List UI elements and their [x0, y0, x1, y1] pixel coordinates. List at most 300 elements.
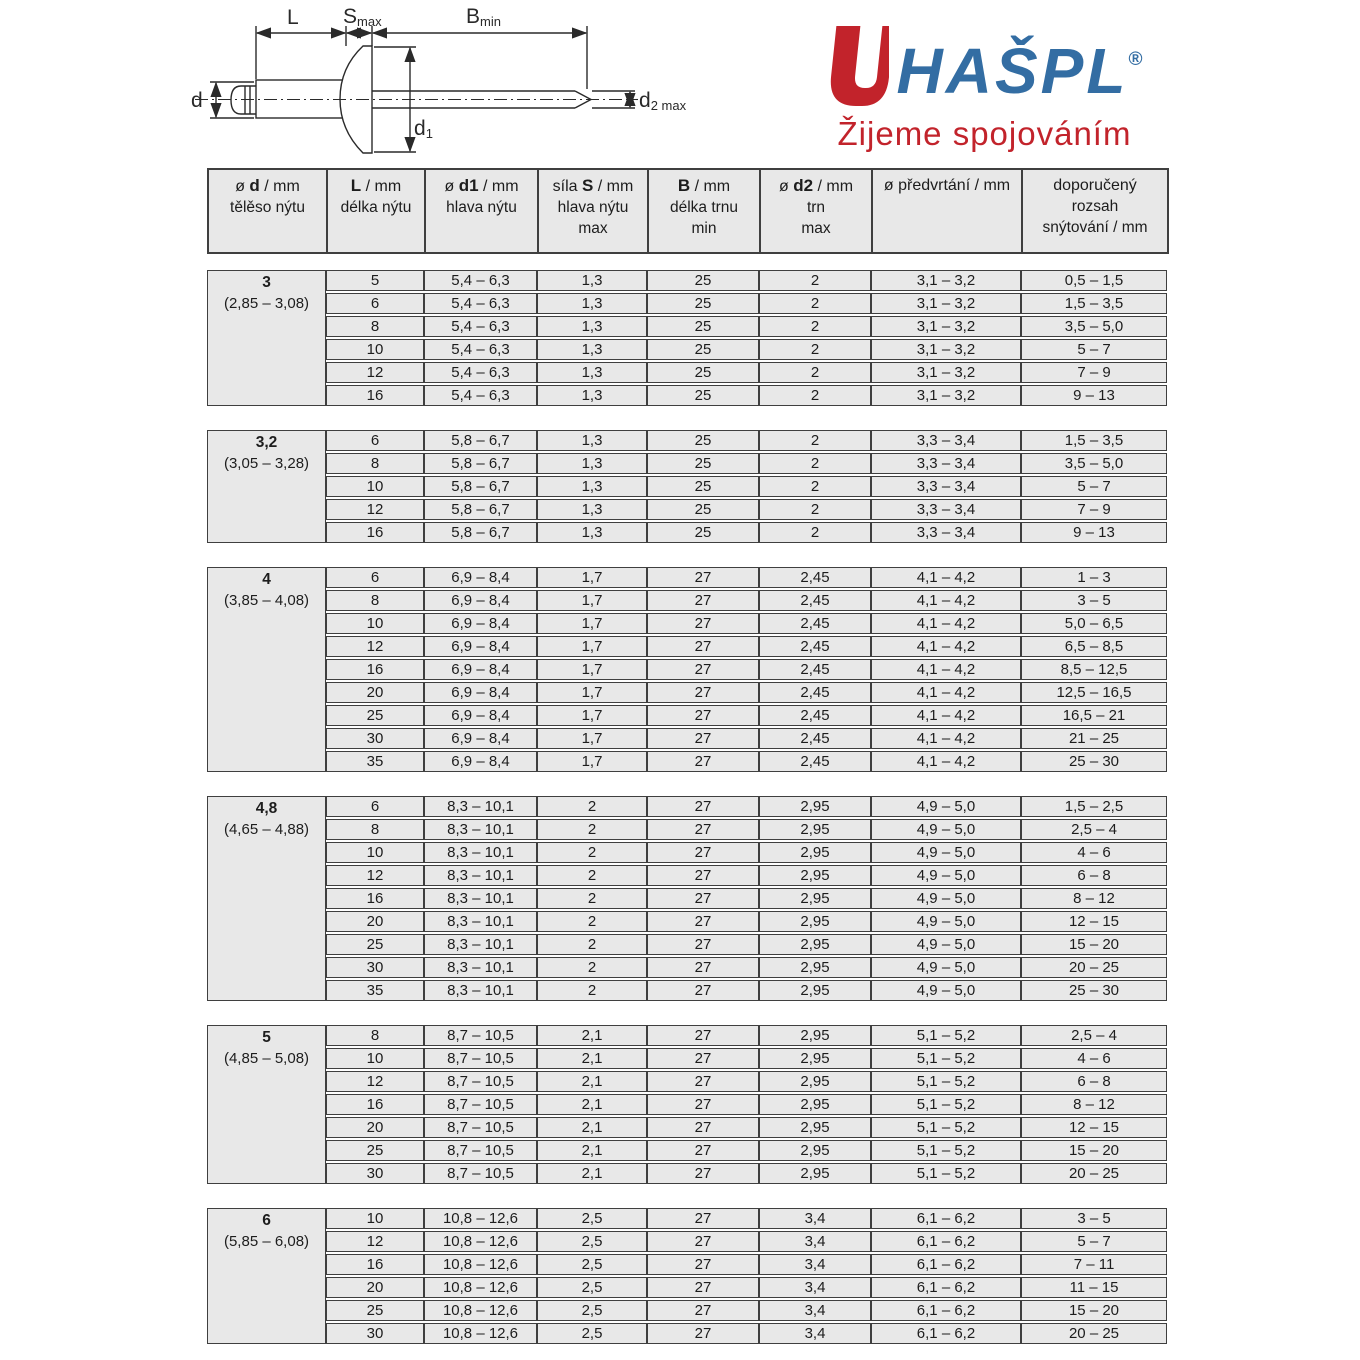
- value-cell: 2,45: [759, 636, 871, 657]
- value-cell: 4,9 – 5,0: [871, 911, 1021, 932]
- value-cell: 10: [326, 1208, 424, 1229]
- value-cell: 27: [647, 636, 759, 657]
- value-cell: 12: [326, 636, 424, 657]
- value-cell: 3,4: [759, 1277, 871, 1298]
- value-cell: 3,3 – 3,4: [871, 476, 1021, 497]
- group-cell: 3,2 (3,05 – 3,28): [207, 430, 326, 543]
- value-cell: 1,7: [537, 705, 647, 726]
- value-cell: 2: [537, 796, 647, 817]
- value-cell: 10: [326, 613, 424, 634]
- value-cell: 5 – 7: [1021, 476, 1167, 497]
- table-row: [207, 567, 1167, 588]
- value-cell: 2: [537, 888, 647, 909]
- rivet-block: [207, 1023, 1167, 1186]
- value-cell: 10: [326, 339, 424, 360]
- rivet-technical-drawing: [183, 2, 693, 165]
- value-cell: 5,1 – 5,2: [871, 1094, 1021, 1115]
- value-cell: 6,5 – 8,5: [1021, 636, 1167, 657]
- value-cell: 3,5 – 5,0: [1021, 316, 1167, 337]
- value-cell: 27: [647, 980, 759, 1001]
- value-cell: 4,9 – 5,0: [871, 980, 1021, 1001]
- value-cell: 16,5 – 21: [1021, 705, 1167, 726]
- value-cell: 2,1: [537, 1025, 647, 1046]
- value-cell: 6,9 – 8,4: [424, 659, 537, 680]
- value-cell: 2: [537, 980, 647, 1001]
- value-cell: 1,3: [537, 476, 647, 497]
- rivet-spec-table: [207, 168, 1167, 1346]
- value-cell: 5,8 – 6,7: [424, 430, 537, 451]
- group-cell: 4 (3,85 – 4,08): [207, 567, 326, 772]
- value-cell: 6,9 – 8,4: [424, 682, 537, 703]
- value-cell: 1,5 – 3,5: [1021, 430, 1167, 451]
- value-cell: 4,9 – 5,0: [871, 842, 1021, 863]
- value-cell: 2,5: [537, 1231, 647, 1252]
- value-cell: 25: [326, 1300, 424, 1321]
- value-cell: 1,7: [537, 567, 647, 588]
- rivet-drawing-svg: [183, 2, 693, 165]
- table-row: [207, 636, 1167, 657]
- value-cell: 2: [759, 339, 871, 360]
- value-cell: 2,5: [537, 1323, 647, 1344]
- value-cell: 2,95: [759, 1071, 871, 1092]
- value-cell: 3,4: [759, 1254, 871, 1275]
- value-cell: 1,7: [537, 590, 647, 611]
- table-row: [207, 980, 1167, 1001]
- value-cell: 2,45: [759, 590, 871, 611]
- dim-label-B-min: Bmin: [466, 5, 501, 29]
- value-cell: 12,5 – 16,5: [1021, 682, 1167, 703]
- value-cell: 8,7 – 10,5: [424, 1094, 537, 1115]
- value-cell: 11 – 15: [1021, 1277, 1167, 1298]
- value-cell: 5,4 – 6,3: [424, 362, 537, 383]
- value-cell: 8,7 – 10,5: [424, 1117, 537, 1138]
- value-cell: 12: [326, 1231, 424, 1252]
- header-cell: ø d1 / mm hlava nýtu: [425, 169, 538, 253]
- value-cell: 2,95: [759, 1048, 871, 1069]
- value-cell: 4,1 – 4,2: [871, 613, 1021, 634]
- value-cell: 16: [326, 888, 424, 909]
- value-cell: 25: [647, 499, 759, 520]
- table-row: [207, 957, 1167, 978]
- value-cell: 6,1 – 6,2: [871, 1254, 1021, 1275]
- value-cell: 10: [326, 476, 424, 497]
- value-cell: 2,95: [759, 819, 871, 840]
- value-cell: 16: [326, 1094, 424, 1115]
- table-row: [207, 751, 1167, 772]
- value-cell: 3,3 – 3,4: [871, 453, 1021, 474]
- table-row: [207, 522, 1167, 543]
- value-cell: 3,1 – 3,2: [871, 362, 1021, 383]
- value-cell: 6,9 – 8,4: [424, 567, 537, 588]
- value-cell: 12: [326, 499, 424, 520]
- value-cell: 2,95: [759, 842, 871, 863]
- value-cell: 3,1 – 3,2: [871, 293, 1021, 314]
- value-cell: 8,3 – 10,1: [424, 911, 537, 932]
- value-cell: 27: [647, 1094, 759, 1115]
- value-cell: 6,1 – 6,2: [871, 1323, 1021, 1344]
- value-cell: 8: [326, 1025, 424, 1046]
- value-cell: 2,95: [759, 796, 871, 817]
- value-cell: 1,3: [537, 385, 647, 406]
- value-cell: 6,9 – 8,4: [424, 751, 537, 772]
- value-cell: 15 – 20: [1021, 934, 1167, 955]
- value-cell: 4,9 – 5,0: [871, 796, 1021, 817]
- value-cell: 3,1 – 3,2: [871, 339, 1021, 360]
- rivet-block: [207, 1206, 1167, 1346]
- value-cell: 25: [647, 385, 759, 406]
- value-cell: 5,8 – 6,7: [424, 453, 537, 474]
- value-cell: 6 – 8: [1021, 1071, 1167, 1092]
- value-cell: 2,5: [537, 1300, 647, 1321]
- table-row: [207, 1140, 1167, 1161]
- table-row: [207, 888, 1167, 909]
- value-cell: 2,5: [537, 1254, 647, 1275]
- table-row: [207, 476, 1167, 497]
- value-cell: 2,45: [759, 659, 871, 680]
- value-cell: 25: [647, 453, 759, 474]
- value-cell: 10: [326, 842, 424, 863]
- value-cell: 1,3: [537, 522, 647, 543]
- value-cell: 8,3 – 10,1: [424, 819, 537, 840]
- value-cell: 3,4: [759, 1231, 871, 1252]
- value-cell: 6: [326, 293, 424, 314]
- value-cell: 27: [647, 888, 759, 909]
- value-cell: 1,7: [537, 636, 647, 657]
- table-row: [207, 293, 1167, 314]
- table-row: [207, 499, 1167, 520]
- value-cell: 5 – 7: [1021, 339, 1167, 360]
- value-cell: 3,3 – 3,4: [871, 430, 1021, 451]
- value-cell: 27: [647, 934, 759, 955]
- value-cell: 27: [647, 911, 759, 932]
- value-cell: 20 – 25: [1021, 957, 1167, 978]
- value-cell: 5,8 – 6,7: [424, 499, 537, 520]
- value-cell: 0,5 – 1,5: [1021, 270, 1167, 291]
- rivet-table-blocks: [207, 268, 1167, 1346]
- value-cell: 20: [326, 1277, 424, 1298]
- value-cell: 27: [647, 1208, 759, 1229]
- value-cell: 4,9 – 5,0: [871, 865, 1021, 886]
- table-row: [207, 819, 1167, 840]
- value-cell: 2,1: [537, 1163, 647, 1184]
- value-cell: 27: [647, 842, 759, 863]
- value-cell: 2: [759, 453, 871, 474]
- value-cell: 2,95: [759, 1163, 871, 1184]
- value-cell: 25: [326, 1140, 424, 1161]
- value-cell: 2,95: [759, 888, 871, 909]
- value-cell: 35: [326, 980, 424, 1001]
- table-row: [207, 1254, 1167, 1275]
- table-row: [207, 270, 1167, 291]
- value-cell: 5,0 – 6,5: [1021, 613, 1167, 634]
- value-cell: 25: [647, 270, 759, 291]
- header-row: [208, 169, 1168, 253]
- value-cell: 25 – 30: [1021, 751, 1167, 772]
- value-cell: 3,1 – 3,2: [871, 270, 1021, 291]
- value-cell: 12 – 15: [1021, 911, 1167, 932]
- value-cell: 16: [326, 522, 424, 543]
- table-row: [207, 362, 1167, 383]
- value-cell: 1,5 – 3,5: [1021, 293, 1167, 314]
- value-cell: 10,8 – 12,6: [424, 1323, 537, 1344]
- value-cell: 2: [537, 934, 647, 955]
- value-cell: 3,1 – 3,2: [871, 316, 1021, 337]
- value-cell: 27: [647, 682, 759, 703]
- table-row: [207, 1117, 1167, 1138]
- value-cell: 5,8 – 6,7: [424, 522, 537, 543]
- value-cell: 5: [326, 270, 424, 291]
- value-cell: 3 – 5: [1021, 1208, 1167, 1229]
- value-cell: 2,45: [759, 567, 871, 588]
- value-cell: 8,5 – 12,5: [1021, 659, 1167, 680]
- dim-label-d1: d1: [414, 117, 433, 141]
- value-cell: 2: [759, 499, 871, 520]
- value-cell: 3,4: [759, 1323, 871, 1344]
- value-cell: 1,3: [537, 499, 647, 520]
- table-row: [207, 659, 1167, 680]
- value-cell: 1,3: [537, 270, 647, 291]
- value-cell: 5 – 7: [1021, 1231, 1167, 1252]
- value-cell: 2,95: [759, 934, 871, 955]
- value-cell: 27: [647, 613, 759, 634]
- value-cell: 5,1 – 5,2: [871, 1140, 1021, 1161]
- value-cell: 27: [647, 567, 759, 588]
- value-cell: 27: [647, 819, 759, 840]
- value-cell: 6: [326, 430, 424, 451]
- value-cell: 5,4 – 6,3: [424, 270, 537, 291]
- value-cell: 2,1: [537, 1048, 647, 1069]
- value-cell: 15 – 20: [1021, 1300, 1167, 1321]
- brand-name: HAŠPL®: [896, 35, 1143, 107]
- value-cell: 1,7: [537, 728, 647, 749]
- group-cell: 4,8 (4,65 – 4,88): [207, 796, 326, 1001]
- value-cell: 8: [326, 590, 424, 611]
- group-cell: 6 (5,85 – 6,08): [207, 1208, 326, 1344]
- dim-label-S-max: Smax: [343, 5, 382, 29]
- value-cell: 27: [647, 705, 759, 726]
- value-cell: 1,3: [537, 339, 647, 360]
- table-row: [207, 613, 1167, 634]
- value-cell: 8: [326, 453, 424, 474]
- value-cell: 3,4: [759, 1208, 871, 1229]
- value-cell: 8: [326, 316, 424, 337]
- value-cell: 25: [647, 293, 759, 314]
- header-cell: ø předvrtání / mm: [872, 169, 1022, 253]
- value-cell: 10: [326, 1048, 424, 1069]
- value-cell: 30: [326, 1323, 424, 1344]
- value-cell: 12: [326, 1071, 424, 1092]
- value-cell: 2,5: [537, 1277, 647, 1298]
- value-cell: 5,4 – 6,3: [424, 316, 537, 337]
- value-cell: 10,8 – 12,6: [424, 1231, 537, 1252]
- group-cell: 3 (2,85 – 3,08): [207, 270, 326, 406]
- table-row: [207, 339, 1167, 360]
- value-cell: 8 – 12: [1021, 888, 1167, 909]
- table-row: [207, 705, 1167, 726]
- value-cell: 5,1 – 5,2: [871, 1025, 1021, 1046]
- value-cell: 2,1: [537, 1117, 647, 1138]
- value-cell: 1,3: [537, 293, 647, 314]
- table-row: [207, 1323, 1167, 1344]
- value-cell: 8,3 – 10,1: [424, 980, 537, 1001]
- table-row: [207, 453, 1167, 474]
- value-cell: 8,3 – 10,1: [424, 796, 537, 817]
- value-cell: 8,3 – 10,1: [424, 888, 537, 909]
- value-cell: 4,1 – 4,2: [871, 705, 1021, 726]
- value-cell: 27: [647, 1071, 759, 1092]
- value-cell: 25: [647, 476, 759, 497]
- value-cell: 4 – 6: [1021, 842, 1167, 863]
- haspl-logo-mark-icon: [827, 20, 889, 112]
- value-cell: 25: [647, 339, 759, 360]
- value-cell: 5,1 – 5,2: [871, 1117, 1021, 1138]
- table-row: [207, 934, 1167, 955]
- value-cell: 1,5 – 2,5: [1021, 796, 1167, 817]
- value-cell: 5,4 – 6,3: [424, 339, 537, 360]
- value-cell: 2,95: [759, 1025, 871, 1046]
- value-cell: 8: [326, 819, 424, 840]
- value-cell: 8 – 12: [1021, 1094, 1167, 1115]
- value-cell: 20: [326, 682, 424, 703]
- value-cell: 4,1 – 4,2: [871, 590, 1021, 611]
- header-cell: doporučený rozsah snýtování / mm: [1022, 169, 1168, 253]
- table-row: [207, 728, 1167, 749]
- table-row: [207, 842, 1167, 863]
- value-cell: 8,7 – 10,5: [424, 1025, 537, 1046]
- value-cell: 3,3 – 3,4: [871, 499, 1021, 520]
- value-cell: 5,1 – 5,2: [871, 1071, 1021, 1092]
- value-cell: 2: [537, 865, 647, 886]
- value-cell: 27: [647, 751, 759, 772]
- value-cell: 2: [759, 430, 871, 451]
- value-cell: 2,95: [759, 957, 871, 978]
- table-row: [207, 1231, 1167, 1252]
- table-row: [207, 865, 1167, 886]
- dim-label-d2-max: d2 max: [639, 89, 687, 113]
- value-cell: 27: [647, 1277, 759, 1298]
- value-cell: 12 – 15: [1021, 1117, 1167, 1138]
- value-cell: 27: [647, 865, 759, 886]
- value-cell: 2: [759, 293, 871, 314]
- value-cell: 2: [537, 819, 647, 840]
- value-cell: 2,1: [537, 1071, 647, 1092]
- value-cell: 2,95: [759, 1140, 871, 1161]
- value-cell: 6,1 – 6,2: [871, 1231, 1021, 1252]
- value-cell: 6,9 – 8,4: [424, 728, 537, 749]
- value-cell: 5,8 – 6,7: [424, 476, 537, 497]
- value-cell: 25: [647, 430, 759, 451]
- logo-tagline: Žijeme spojováním: [837, 115, 1132, 152]
- value-cell: 2,45: [759, 751, 871, 772]
- group-cell: 5 (4,85 – 5,08): [207, 1025, 326, 1184]
- value-cell: 4,9 – 5,0: [871, 957, 1021, 978]
- value-cell: 2,95: [759, 980, 871, 1001]
- value-cell: 6,1 – 6,2: [871, 1208, 1021, 1229]
- value-cell: 25: [647, 316, 759, 337]
- value-cell: 6,9 – 8,4: [424, 636, 537, 657]
- header-cell: síla S / mm hlava nýtu max: [538, 169, 648, 253]
- value-cell: 27: [647, 659, 759, 680]
- value-cell: 20 – 25: [1021, 1163, 1167, 1184]
- value-cell: 8,7 – 10,5: [424, 1163, 537, 1184]
- value-cell: 2: [759, 316, 871, 337]
- value-cell: 8,7 – 10,5: [424, 1071, 537, 1092]
- header-cell: L / mm délka nýtu: [327, 169, 425, 253]
- value-cell: 5,1 – 5,2: [871, 1163, 1021, 1184]
- value-cell: 27: [647, 1323, 759, 1344]
- table-row: [207, 1025, 1167, 1046]
- value-cell: 8,7 – 10,5: [424, 1140, 537, 1161]
- value-cell: 9 – 13: [1021, 522, 1167, 543]
- value-cell: 6: [326, 796, 424, 817]
- header-cell: ø d2 / mm trn max: [760, 169, 872, 253]
- value-cell: 1,7: [537, 613, 647, 634]
- table-row: [207, 682, 1167, 703]
- haspl-logo: [792, 14, 1177, 153]
- value-cell: 7 – 11: [1021, 1254, 1167, 1275]
- value-cell: 27: [647, 1117, 759, 1138]
- value-cell: 1,7: [537, 659, 647, 680]
- value-cell: 25: [326, 934, 424, 955]
- value-cell: 2,5: [537, 1208, 647, 1229]
- value-cell: 9 – 13: [1021, 385, 1167, 406]
- value-cell: 27: [647, 957, 759, 978]
- value-cell: 4,1 – 4,2: [871, 682, 1021, 703]
- value-cell: 27: [647, 728, 759, 749]
- value-cell: 27: [647, 1254, 759, 1275]
- value-cell: 4,9 – 5,0: [871, 819, 1021, 840]
- table-row: [207, 1094, 1167, 1115]
- value-cell: 2,5 – 4: [1021, 819, 1167, 840]
- value-cell: 2,95: [759, 911, 871, 932]
- value-cell: 6,9 – 8,4: [424, 613, 537, 634]
- value-cell: 3,4: [759, 1300, 871, 1321]
- value-cell: 2,45: [759, 613, 871, 634]
- table-row: [207, 911, 1167, 932]
- value-cell: 7 – 9: [1021, 499, 1167, 520]
- value-cell: 6: [326, 567, 424, 588]
- value-cell: 21 – 25: [1021, 728, 1167, 749]
- value-cell: 27: [647, 1163, 759, 1184]
- value-cell: 10,8 – 12,6: [424, 1254, 537, 1275]
- value-cell: 2,95: [759, 1094, 871, 1115]
- value-cell: 3,3 – 3,4: [871, 522, 1021, 543]
- value-cell: 4,9 – 5,0: [871, 934, 1021, 955]
- value-cell: 2,5 – 4: [1021, 1025, 1167, 1046]
- value-cell: 1,3: [537, 430, 647, 451]
- value-cell: 10,8 – 12,6: [424, 1208, 537, 1229]
- value-cell: 6,1 – 6,2: [871, 1277, 1021, 1298]
- value-cell: 3,1 – 3,2: [871, 385, 1021, 406]
- value-cell: 27: [647, 1048, 759, 1069]
- value-cell: 4,1 – 4,2: [871, 659, 1021, 680]
- table-row: [207, 796, 1167, 817]
- table-row: [207, 1163, 1167, 1184]
- value-cell: 2: [759, 270, 871, 291]
- value-cell: 27: [647, 590, 759, 611]
- value-cell: 2: [537, 842, 647, 863]
- rivet-block: [207, 565, 1167, 774]
- table-header: [207, 168, 1169, 254]
- value-cell: 5,4 – 6,3: [424, 385, 537, 406]
- value-cell: 27: [647, 1231, 759, 1252]
- value-cell: 3,5 – 5,0: [1021, 453, 1167, 474]
- value-cell: 25: [647, 362, 759, 383]
- value-cell: 8,3 – 10,1: [424, 934, 537, 955]
- value-cell: 4,1 – 4,2: [871, 728, 1021, 749]
- value-cell: 16: [326, 385, 424, 406]
- table-row: [207, 316, 1167, 337]
